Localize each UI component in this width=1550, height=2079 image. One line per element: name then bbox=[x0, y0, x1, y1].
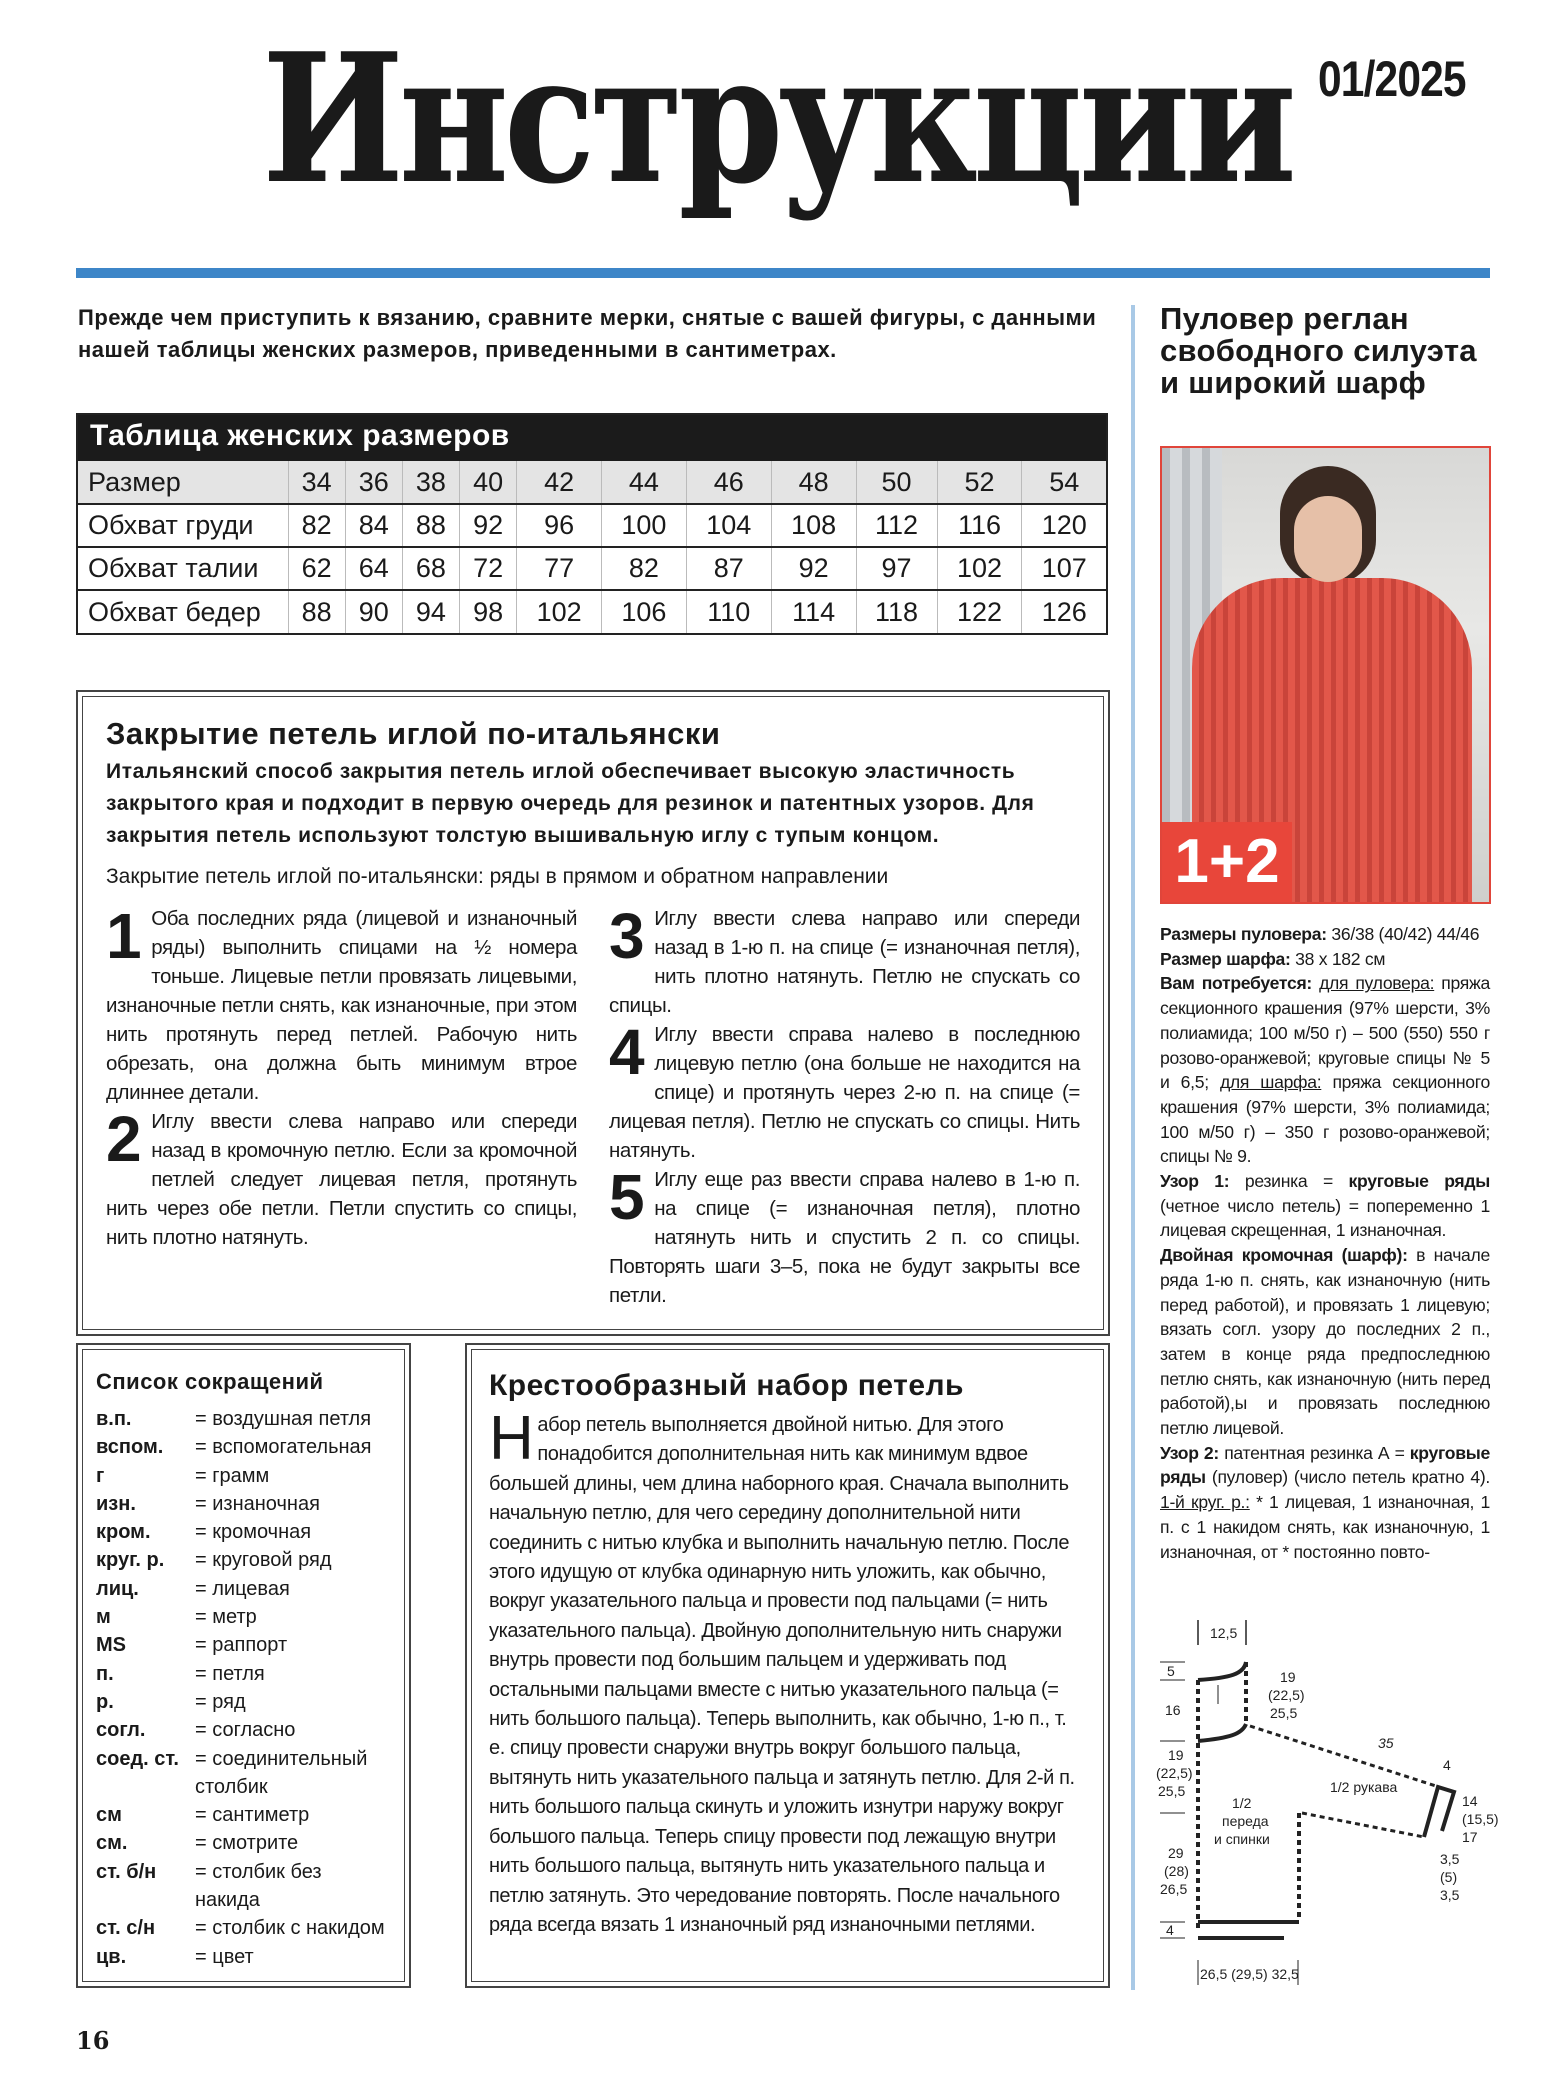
size-cell: 62 bbox=[288, 547, 345, 590]
step-text: Иглу ввести слева направо или спереди назад в кромочную петлю. Если за кромочной петлей следует лицевая петля, протянуть нить через обе петли. Петли спустить со спицы, нить плотно натянуть. bbox=[106, 1110, 577, 1249]
abbreviation-meaning: = воздушная петля bbox=[195, 1408, 372, 1430]
size-cell: 34 bbox=[288, 461, 345, 504]
label: Размер шарфа: bbox=[1160, 948, 1291, 969]
model-photo bbox=[1160, 446, 1491, 904]
dim-arm3: 25,5 bbox=[1158, 1783, 1186, 1799]
dim-sl2: (15,5) bbox=[1462, 1811, 1499, 1827]
abbreviation: м bbox=[96, 1606, 111, 1629]
size-cell: 42 bbox=[517, 461, 602, 504]
abbreviation: кром. bbox=[96, 1521, 151, 1544]
size-table-row bbox=[78, 547, 1106, 590]
crossover-title: Крестообразный набор петель bbox=[489, 1369, 964, 1402]
size-cell: 120 bbox=[1022, 504, 1106, 547]
dim-width: 26,5 (29,5) 32,5 bbox=[1200, 1966, 1299, 1982]
step bbox=[609, 900, 1080, 1020]
abbreviation: см bbox=[96, 1804, 122, 1827]
dim-c2: (5) bbox=[1440, 1869, 1458, 1885]
page-title: Инструкции bbox=[262, 14, 1292, 223]
dim-rag2: (22,5) bbox=[1268, 1687, 1305, 1703]
size-cell: 82 bbox=[288, 504, 345, 547]
step bbox=[609, 1161, 1080, 1310]
body-label-2: переда bbox=[1222, 1813, 1269, 1829]
step-number: 5 bbox=[609, 1161, 645, 1233]
abbreviation-meaning: = петля bbox=[195, 1662, 265, 1685]
label: для пуловера: bbox=[1319, 973, 1435, 994]
abbreviation-item bbox=[96, 1829, 391, 1857]
sleeve-label: 1/2 рукава bbox=[1330, 1779, 1398, 1795]
value: патентная резинка А = bbox=[1218, 1442, 1410, 1463]
size-cell: 102 bbox=[937, 547, 1022, 590]
size-table-row bbox=[78, 590, 1106, 633]
abbreviation-meaning: = грамм bbox=[195, 1464, 270, 1487]
abbreviation: ст. с/н bbox=[96, 1917, 156, 1940]
value: * 1 лицевая, 1 изнаночная, 1 п. с 1 накидом снять, как изнаночную, 1 изнаночная, от * постоянно повто- bbox=[1160, 1492, 1490, 1562]
abbreviation-item bbox=[96, 1914, 391, 1942]
size-cell: 68 bbox=[402, 547, 459, 590]
size-table-caption: Таблица женских размеров bbox=[78, 415, 1106, 461]
step-text: Иглу еще раз ввести справа налево в 1-ю п. на спице (= изнаночная петля), плотно натянуть нить и спустить 2 п. со спицы. Повторять шаги 3–5, пока не будут закрыты все петли. bbox=[609, 1168, 1080, 1307]
size-cell: 92 bbox=[771, 547, 856, 590]
row-label: Обхват груди bbox=[78, 504, 288, 547]
abbreviation-meaning: = согласно bbox=[195, 1719, 296, 1742]
value: пряжа секционного крашения (97% шерсти, 3% полиамида; 100 м/50 г) – 350 г розово-оранжевой; спицы № 9. bbox=[1160, 1072, 1490, 1167]
label: для шарфа: bbox=[1219, 1072, 1322, 1093]
size-cell: 38 bbox=[402, 461, 459, 504]
abbreviation-meaning: = сантиметр bbox=[195, 1804, 310, 1827]
abbreviation-meaning: = круговой ряд bbox=[195, 1549, 332, 1572]
step-text: Иглу ввести слева направо или спереди назад в 1-ю п. на спице (= изнаночная петля), нить плотно натянуть. Петлю не спускать со спицы. bbox=[609, 907, 1080, 1017]
size-cell: 88 bbox=[402, 504, 459, 547]
value: в начале ряда 1-ю п. снять, как изнаночную (нить перед работой), и провязать 1 лицевую; вязать согл. узору до последних 2 п., затем в конце ряда предпоследнюю петлю снять, как изнаночную (нить перед работой),ы и провязать последнюю петлю лицевой. bbox=[1160, 1245, 1490, 1439]
abbreviation: см. bbox=[96, 1832, 128, 1855]
value: 38 x 182 см bbox=[1290, 948, 1386, 969]
row-label: Обхват бедер bbox=[78, 590, 288, 633]
size-table-row bbox=[78, 461, 1106, 504]
abbreviation-item bbox=[96, 1433, 391, 1461]
italian-subtitle: Закрытие петель иглой по-итальянски: ряды в прямом и обратном направлении bbox=[106, 865, 889, 888]
size-cell: 64 bbox=[345, 547, 402, 590]
dim-c3: 3,5 bbox=[1440, 1887, 1460, 1903]
size-cell: 118 bbox=[856, 590, 937, 633]
size-cell: 102 bbox=[517, 590, 602, 633]
step-text: Иглу ввести справа налево в последнюю лицевую петлю (она больше не находится на спице) и протянуть через 2-ю п. на спице (= лицевая петля). Петлю не спускать со спицы. Нить натянуть. bbox=[609, 1023, 1080, 1162]
issue-number: 01/2025 bbox=[1318, 51, 1466, 107]
step bbox=[609, 1016, 1080, 1165]
size-cell: 110 bbox=[686, 590, 771, 633]
body-label-1: 1/2 bbox=[1232, 1795, 1252, 1811]
italian-lead: Итальянский способ закрытия петель иглой обеспечивает высокую эластичность закрытого края и подходит в первую очередь для резинок и патентных узоров. Для закрытия петель используют толстую вышивальную иглу с тупым концом. bbox=[106, 760, 1035, 847]
abbreviation-meaning: = изнаночная bbox=[195, 1492, 320, 1515]
abbreviation-meaning: = цвет bbox=[195, 1945, 254, 1968]
dim-arm1: 19 bbox=[1168, 1747, 1184, 1763]
size-cell: 114 bbox=[771, 590, 856, 633]
size-cell: 46 bbox=[686, 461, 771, 504]
abbreviation: соед. ст. bbox=[96, 1747, 179, 1770]
abbreviation-item bbox=[96, 1943, 391, 1971]
abbreviations-box bbox=[76, 1343, 411, 1988]
dim-arm2: (22,5) bbox=[1156, 1765, 1193, 1781]
pattern-number-badge: 1+2 bbox=[1162, 822, 1292, 902]
abbreviation-item bbox=[96, 1603, 391, 1631]
abbreviation-item bbox=[96, 1490, 391, 1518]
abbreviation: в.п. bbox=[96, 1408, 132, 1430]
pattern-title: Пуловер реглан свободного силуэта и широкий шарф bbox=[1160, 301, 1477, 400]
dim-body3: 26,5 bbox=[1160, 1881, 1188, 1897]
step-number: 2 bbox=[106, 1103, 142, 1175]
size-cell: 104 bbox=[686, 504, 771, 547]
dim-5: 5 bbox=[1167, 1663, 1175, 1679]
size-cell: 87 bbox=[686, 547, 771, 590]
step-number: 3 bbox=[609, 900, 645, 972]
crossover-text bbox=[489, 1404, 1086, 1940]
abbreviation-item bbox=[96, 1745, 391, 1802]
abbreviation-item bbox=[96, 1660, 391, 1688]
label: Размеры пуловера: bbox=[1160, 924, 1327, 944]
abbreviation: ст. б/н bbox=[96, 1860, 157, 1883]
schematic-diagram bbox=[1140, 1610, 1510, 1990]
size-cell: 107 bbox=[1022, 547, 1106, 590]
column-divider bbox=[1131, 305, 1135, 1990]
size-cell: 97 bbox=[856, 547, 937, 590]
label: Узор 1: bbox=[1160, 1171, 1230, 1192]
size-cell: 40 bbox=[460, 461, 517, 504]
abbreviation-meaning: = столбик с накидом bbox=[195, 1917, 385, 1940]
dim-sl1: 14 bbox=[1462, 1793, 1478, 1809]
abbreviation-meaning: = столбик без накида bbox=[195, 1860, 322, 1912]
abbreviation-item bbox=[96, 1575, 391, 1603]
pattern-instructions bbox=[1160, 922, 1490, 1564]
value: (пуловер) (число петель кратно 4). bbox=[1205, 1467, 1490, 1488]
size-cell: 90 bbox=[345, 590, 402, 633]
size-cell: 92 bbox=[460, 504, 517, 547]
label: Узор 2: bbox=[1160, 1442, 1219, 1463]
size-table-grid bbox=[78, 461, 1106, 633]
abbreviation: п. bbox=[96, 1662, 114, 1685]
abbreviation: р. bbox=[96, 1690, 114, 1713]
size-cell: 116 bbox=[937, 504, 1022, 547]
row-label: Размер bbox=[78, 461, 288, 504]
italian-bindoff-section bbox=[76, 690, 1110, 1336]
header-divider bbox=[76, 268, 1490, 278]
abbreviation-item bbox=[96, 1546, 391, 1574]
size-cell: 112 bbox=[856, 504, 937, 547]
abbreviation-item bbox=[96, 1688, 391, 1716]
dim-sl3: 17 bbox=[1462, 1829, 1478, 1845]
step-number: 1 bbox=[106, 900, 142, 972]
page-number: 16 bbox=[76, 2026, 110, 2055]
abbreviation: вспом. bbox=[96, 1436, 164, 1459]
abbreviation-meaning: = ряд bbox=[195, 1690, 246, 1713]
steps-col-left bbox=[106, 900, 577, 1310]
step-number: 4 bbox=[609, 1016, 645, 1088]
abbreviation: круг. р. bbox=[96, 1549, 165, 1572]
value: круговые ряды bbox=[1348, 1171, 1490, 1192]
dim-cuff: 4 bbox=[1443, 1757, 1451, 1773]
dim-16: 16 bbox=[1165, 1702, 1181, 1718]
abbreviations-title: Список сокращений bbox=[96, 1369, 324, 1394]
size-cell: 44 bbox=[602, 461, 687, 504]
abbreviation-meaning: = соединительный столбик bbox=[195, 1747, 368, 1798]
abbreviation-item bbox=[96, 1858, 391, 1915]
abbreviation: лиц. bbox=[96, 1577, 139, 1600]
abbreviation-meaning: = раппорт bbox=[195, 1634, 288, 1657]
value: резинка = bbox=[1229, 1171, 1349, 1192]
abbreviation-item bbox=[96, 1518, 391, 1546]
size-cell: 36 bbox=[345, 461, 402, 504]
size-cell: 77 bbox=[517, 547, 602, 590]
abbreviation: изн. bbox=[96, 1492, 136, 1515]
drop-cap: Н bbox=[489, 1404, 534, 1473]
label: Вам потребуется: bbox=[1160, 973, 1312, 994]
abbreviation-item bbox=[96, 1462, 391, 1490]
dim-body2: (28) bbox=[1164, 1863, 1189, 1879]
abbreviation-meaning: = лицевая bbox=[195, 1577, 290, 1600]
abbreviation-meaning: = смотрите bbox=[195, 1832, 299, 1855]
abbreviation: цв. bbox=[96, 1945, 127, 1968]
size-cell: 52 bbox=[937, 461, 1022, 504]
dim-4: 4 bbox=[1166, 1922, 1174, 1938]
abbreviation: г bbox=[96, 1464, 105, 1487]
size-cell: 122 bbox=[937, 590, 1022, 633]
value: пряжа секционного крашения (97% шерсти, 3% полиамида; 100 м/50 г) – 500 (550) 550 г розово-оранжевой; круговые спицы № 5 и 6,5; bbox=[1160, 973, 1490, 1093]
dim-c1: 3,5 bbox=[1440, 1851, 1460, 1867]
abbreviation: согл. bbox=[96, 1719, 146, 1742]
size-cell: 98 bbox=[460, 590, 517, 633]
size-cell: 72 bbox=[460, 547, 517, 590]
size-cell: 88 bbox=[288, 590, 345, 633]
steps-col-right bbox=[609, 900, 1080, 1310]
dim-sleeve-length: 35 bbox=[1378, 1735, 1394, 1751]
size-cell: 126 bbox=[1022, 590, 1106, 633]
size-cell: 108 bbox=[771, 504, 856, 547]
abbreviation-meaning: = кромочная bbox=[195, 1521, 312, 1544]
row-label: Обхват талии bbox=[78, 547, 288, 590]
size-cell: 48 bbox=[771, 461, 856, 504]
intro-text: Прежде чем приступить к вязанию, сравните мерки, снятые с вашей фигуры, с данными нашей таблицы женских размеров, приведенными в сантиметрах. bbox=[78, 305, 1097, 362]
italian-title: Закрытие петель иглой по-итальянски bbox=[106, 716, 721, 751]
value: 36/38 (40/42) 44/46 bbox=[1326, 924, 1480, 944]
abbreviation-meaning: = вспомогательная bbox=[195, 1436, 372, 1459]
size-cell: 50 bbox=[856, 461, 937, 504]
size-table-row bbox=[78, 504, 1106, 547]
size-cell: 94 bbox=[402, 590, 459, 633]
abbreviations-list bbox=[96, 1405, 391, 1971]
size-cell: 84 bbox=[345, 504, 402, 547]
label: Двойная кромочная (шарф): bbox=[1160, 1245, 1408, 1266]
size-cell: 100 bbox=[602, 504, 687, 547]
size-cell: 82 bbox=[602, 547, 687, 590]
abbreviation-item bbox=[96, 1716, 391, 1744]
value: (четное число петель) = попеременно 1 лицевая скрещенная, 1 изнаночная. bbox=[1160, 1195, 1490, 1241]
dim-body1: 29 bbox=[1168, 1845, 1184, 1861]
dim-rag3: 25,5 bbox=[1270, 1705, 1298, 1721]
abbreviation-item bbox=[96, 1405, 391, 1433]
label: 1-й круг. р.: bbox=[1160, 1492, 1250, 1513]
step-text: Оба последних ряда (лицевой и изнаночный ряды) выполнить спицами на ½ номера тоньше. Лицевые петли провязать лицевыми, изнаночные петли снять, как изнаночные, при этом нить протянуть перед петлей. Рабочую нить обрезать, она должна быть минимум втрое длиннее детали. bbox=[106, 907, 577, 1104]
step bbox=[106, 900, 577, 1107]
size-cell: 106 bbox=[602, 590, 687, 633]
size-table bbox=[76, 413, 1108, 635]
crossover-body: абор петель выполняется двойной нитью. Для этого понадобится дополнительная нить как минимум вдвое большей длины, чем длина наборного края. Сначала выполнить начальную петлю, для чего середину дополнительной нити соединить с нитью клубка и выполнить начальную петлю. После этого идущую от клубка одинарную нить уложить, как обычно, вокруг указательного пальца и провести под пальцами (= нить указательного пальца). Двойную дополнительную нить снаружи внутрь провести под большим пальцем и удерживать под остальными пальцами вместе с нитью указательного пальца (= нить большого пальца). Теперь выполнить, как обычно, 1-ю п., т. е. спицу провести снаружи внутрь вокруг большого пальца, вытянуть нить указательного пальца и затянуть петлю. Для 2-й п. нить большого пальца скинуть и уложить изнутри наружу вокруг большого пальца. Теперь спицу провести под лежащую внутри нить большого пальца, вытянуть нить указательного пальца и петлю затянуть. Это чередование повторять. После начального ряда всегда вязать 1 изнаночный ряд изнаночными петлями. bbox=[489, 1414, 1075, 1936]
body-label-3: и спинки bbox=[1214, 1831, 1270, 1847]
value: круговые ряды bbox=[1160, 1442, 1490, 1488]
size-cell: 96 bbox=[517, 504, 602, 547]
crossover-caston-section bbox=[465, 1343, 1110, 1988]
dim-neck: 12,5 bbox=[1210, 1625, 1238, 1641]
abbreviation-item bbox=[96, 1631, 391, 1659]
step bbox=[106, 1103, 577, 1252]
abbreviation-meaning: = метр bbox=[195, 1606, 257, 1629]
size-cell: 54 bbox=[1022, 461, 1106, 504]
abbreviation-item bbox=[96, 1801, 391, 1829]
abbreviation: MS bbox=[96, 1634, 126, 1657]
dim-rag1: 19 bbox=[1280, 1669, 1296, 1685]
